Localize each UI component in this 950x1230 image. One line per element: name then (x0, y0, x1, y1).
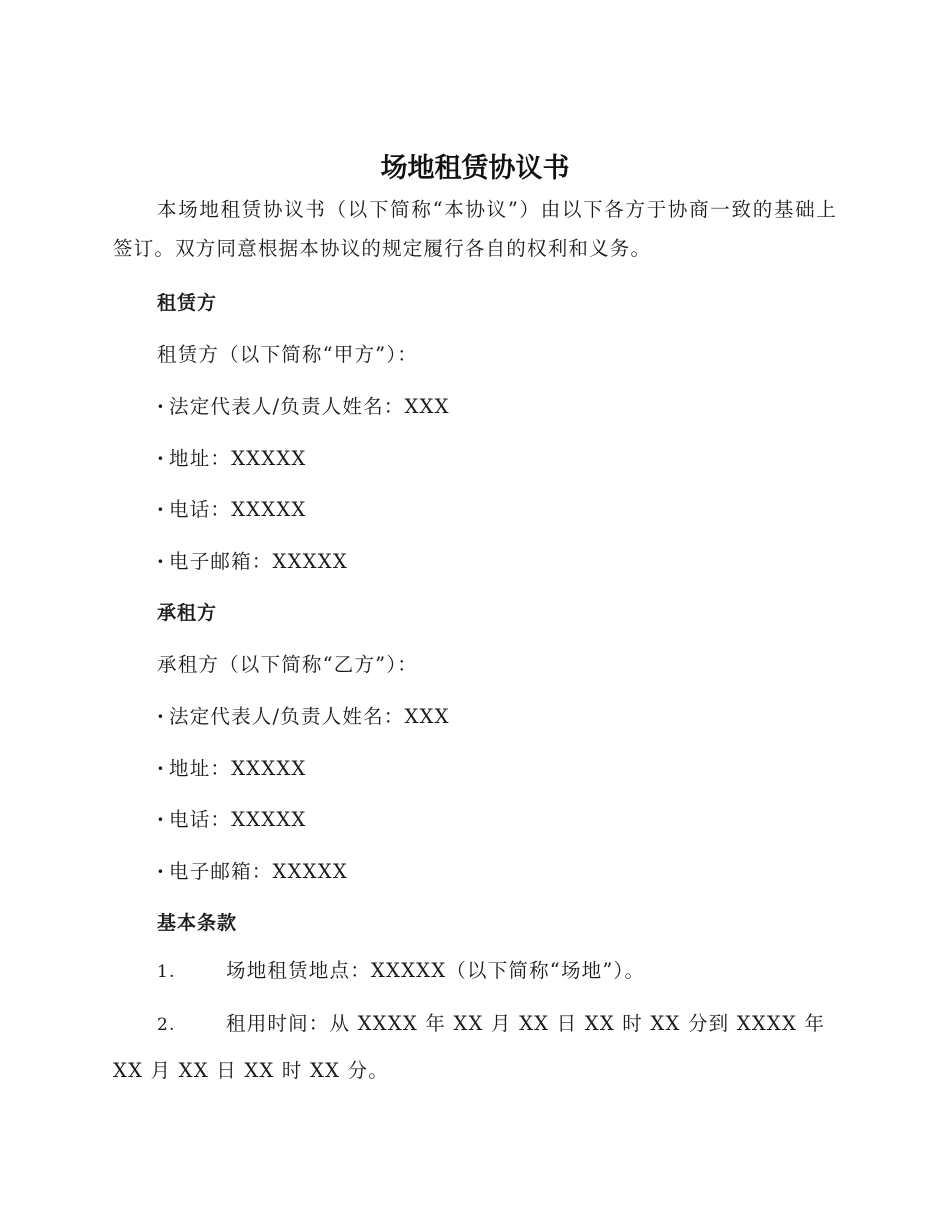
term-number: 1. (157, 962, 176, 982)
bullet-icon: · (157, 860, 165, 883)
term-number: 2. (157, 1015, 176, 1035)
lessor-heading: 租赁方 (157, 292, 218, 314)
lessee-intro-line: 承租方（以下简称“乙方”）： (157, 653, 418, 676)
lessee-item-text: 地址：XXXXX (169, 757, 307, 780)
lessee-item-text: 法定代表人/负责人姓名：XXX (169, 705, 450, 728)
lessee-item (157, 804, 307, 832)
bullet-icon: · (157, 395, 165, 418)
lessee-item (157, 753, 307, 781)
lessee-item (157, 701, 450, 729)
document-title: 场地租赁协议书 (380, 153, 570, 184)
bullet-icon: · (157, 757, 165, 780)
lessor-item (157, 443, 307, 471)
bullet-icon: · (157, 550, 165, 573)
terms-heading: 基本条款 (157, 912, 238, 934)
bullet-icon: · (157, 447, 165, 470)
lessee-item (157, 856, 348, 884)
lessor-item-text: 电子邮箱：XXXXX (169, 550, 348, 573)
bullet-icon: · (157, 808, 165, 831)
lessor-intro-line: 租赁方（以下简称“甲方”）： (157, 343, 418, 366)
term-text: 租用时间：从 XXXX 年 XX 月 XX 日 XX 时 XX 分到 XXXX 年 XX 月 XX 日 XX 时 XX 分。 (113, 1012, 826, 1082)
term-item (113, 948, 837, 995)
bullet-icon: · (157, 498, 165, 521)
lessor-item (157, 546, 348, 574)
lessee-item-text: 电子邮箱：XXXXX (169, 860, 348, 883)
lessor-item (157, 391, 450, 419)
lessee-item-text: 电话：XXXXX (169, 808, 307, 831)
lessor-item-text: 法定代表人/负责人姓名：XXX (169, 395, 450, 418)
lessor-item-text: 地址：XXXXX (169, 447, 307, 470)
lessee-heading: 承租方 (157, 602, 218, 624)
term-item (113, 1001, 837, 1094)
lessor-item (157, 494, 307, 522)
term-text: 场地租赁地点：XXXXX（以下简称“场地”）。 (226, 959, 646, 982)
lessor-item-text: 电话：XXXXX (169, 498, 307, 521)
bullet-icon: · (157, 705, 165, 728)
intro-paragraph: 本场地租赁协议书（以下简称“本协议”）由以下各方于协商一致的基础上签订。双方同意根据本协议的规定履行各自的权利和义务。 (113, 198, 837, 260)
